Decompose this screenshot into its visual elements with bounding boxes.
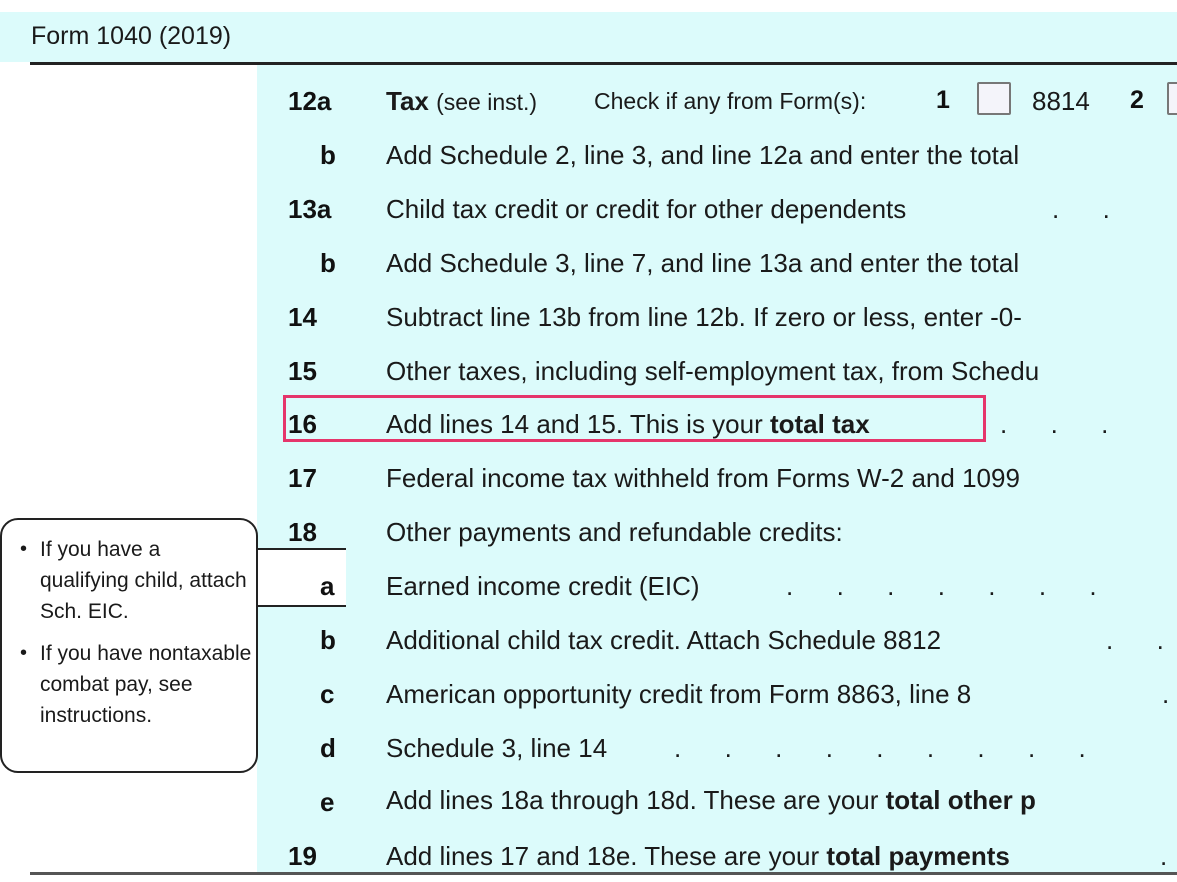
- line-12a-option-1-form: 8814: [1032, 86, 1090, 116]
- line-18e-text: Add lines 18a through 18d. These are your: [386, 785, 886, 815]
- line-19-text: Add lines 17 and 18e. These are your: [386, 841, 827, 871]
- line-number-18c: c: [320, 679, 335, 709]
- callout-item-qualifying-child: [20, 534, 252, 627]
- line-number-18a: a: [320, 571, 335, 601]
- line-text-12b: Add Schedule 2, line 3, and line 12a and enter the total: [386, 140, 1020, 170]
- line-text-18d: Schedule 3, line 14: [386, 733, 608, 763]
- line-12a-paren: (see inst.): [436, 89, 538, 115]
- line-16-highlight: [283, 395, 986, 442]
- line-12a-option-1-number: 1: [936, 86, 950, 114]
- callout-text-combat-pay: If you have nontaxable combat pay, see instructions.: [40, 642, 252, 727]
- line-number-16: 16: [288, 409, 317, 439]
- line-19-total-payments-label: total payments: [826, 841, 1010, 871]
- option-2-checkbox[interactable]: [1167, 82, 1177, 115]
- line-12a-label: Tax: [386, 86, 429, 116]
- line-text-18a: Earned income credit (EIC): [386, 571, 700, 601]
- line-text-18: Other payments and refundable credits:: [386, 517, 843, 547]
- line-text-17: Federal income tax withheld from Forms W-2 and 1099: [386, 463, 1020, 493]
- callout-item-combat-pay: [20, 638, 252, 731]
- line-number-18e: e: [320, 787, 335, 817]
- line-number-13b: b: [320, 248, 336, 278]
- line-text-18b: Additional child tax credit. Attach Schedule 8812: [386, 625, 942, 655]
- leader-dots-18a: . . . . . . .: [786, 571, 1097, 601]
- line-text-18e: [386, 785, 1036, 816]
- line-16-total-tax-label: total tax: [769, 409, 870, 439]
- callout-text-qualifying-child: If you have a qualifying child, attach Sch. EIC.: [40, 538, 247, 623]
- bullet-icon: •: [20, 642, 28, 664]
- eic-instructions-callout: [0, 518, 258, 773]
- line-number-17: 17: [288, 463, 317, 493]
- line-number-18d: d: [320, 733, 336, 763]
- form-title: Form 1040 (2019): [31, 22, 232, 50]
- leader-dots-18b: . .: [1106, 625, 1164, 655]
- line-number-19: 19: [288, 841, 317, 871]
- line-16-text: Add lines 14 and 15. This is your: [386, 409, 770, 439]
- bullet-icon: •: [20, 538, 28, 560]
- line-number-15: 15: [288, 356, 317, 386]
- line-text-18c: American opportunity credit from Form 8863, line 8: [386, 679, 972, 709]
- line-number-12b: b: [320, 140, 336, 170]
- line-12a-option-2-number: 2: [1130, 86, 1144, 114]
- line-18e-total-other-label: total other p: [885, 785, 1036, 815]
- line-text-12a: [386, 86, 537, 117]
- leader-dots-13a: . .: [1052, 194, 1110, 224]
- line-number-18b: b: [320, 625, 336, 655]
- line-number-14: 14: [288, 302, 317, 332]
- footer-divider: [30, 872, 1177, 875]
- line-text-13a: Child tax credit or credit for other dependents: [386, 194, 907, 224]
- leader-dots-19: .: [1160, 841, 1168, 871]
- line-text-14: Subtract line 13b from line 12b. If zero or less, enter -0-: [386, 302, 1022, 332]
- line-text-19: [386, 841, 1010, 872]
- leader-dots-18d: . . . . . . . . .: [674, 733, 1086, 763]
- line-text-13b: Add Schedule 3, line 7, and line 13a and enter the total: [386, 248, 1020, 278]
- line-number-18: 18: [288, 517, 317, 547]
- line-number-13a: 13a: [288, 194, 332, 224]
- line-number-12a: 12a: [288, 86, 332, 116]
- leader-dots-16: . . .: [1000, 409, 1109, 439]
- line-text-15: Other taxes, including self-employment tax, from Schedu: [386, 356, 1040, 386]
- leader-dots-18c: .: [1162, 679, 1170, 709]
- line-12a-check-label: Check if any from Form(s):: [594, 88, 867, 114]
- form-8814-checkbox[interactable]: [977, 82, 1011, 115]
